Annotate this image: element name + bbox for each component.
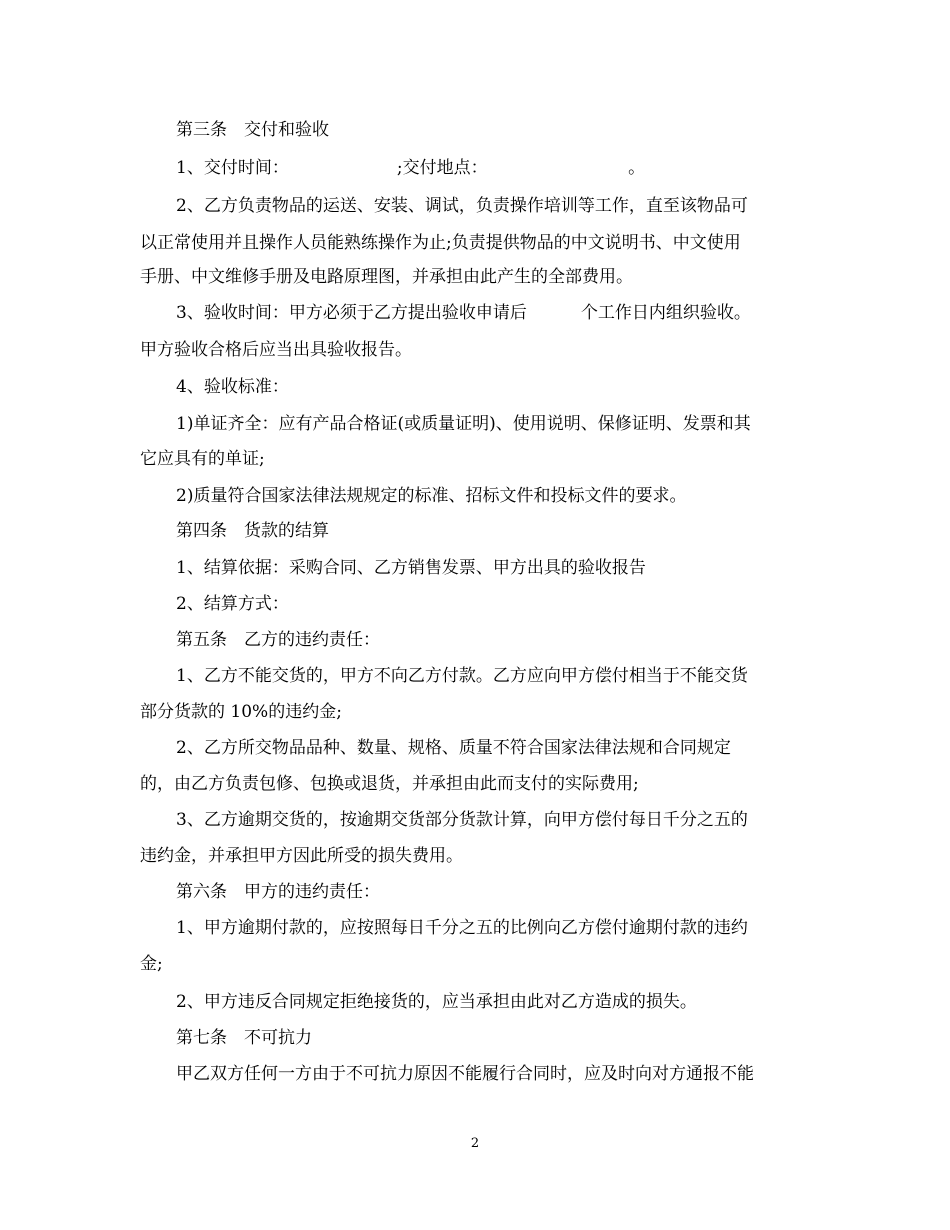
article-7-heading: 第七条 不可抗力 xyxy=(176,1028,312,1048)
paragraph-line: 的，由乙方负责包修、包换或退货，并承担由此而支付的实际费用; xyxy=(140,774,639,794)
paragraph-line: 1、乙方不能交货的，甲方不向乙方付款。乙方应向甲方偿付相当于不能交货 xyxy=(176,666,748,686)
paragraph-line: 部分货款的 10%的违约金; xyxy=(140,702,342,722)
article-5-heading: 第五条 乙方的违约责任： xyxy=(176,630,380,650)
article-3-heading: 第三条 交付和验收 xyxy=(176,120,329,140)
delivery-time-place-line: 1、交付时间： ;交付地点： 。 xyxy=(176,158,646,178)
paragraph-line: 它应具有的单证; xyxy=(140,449,265,469)
paragraph-line: 甲乙双方任何一方由于不可抗力原因不能履行合同时，应及时向对方通报不能 xyxy=(176,1064,754,1084)
acceptance-time-line: 3、验收时间：甲方必须于乙方提出验收申请后 个工作日内组织验收。 xyxy=(176,303,751,323)
paragraph-line: 2、乙方负责物品的运送、安装、调试，负责操作培训等工作，直至该物品可 xyxy=(176,196,748,216)
page-number: 2 xyxy=(470,1136,480,1151)
paragraph-line: 2)质量符合国家法律法规规定的标准、招标文件和投标文件的要求。 xyxy=(176,486,687,506)
paragraph-line: 1)单证齐全：应有产品合格证(或质量证明)、使用说明、保修证明、发票和其 xyxy=(176,414,751,434)
article-4-heading: 第四条 货款的结算 xyxy=(176,521,329,541)
paragraph-line: 2、乙方所交物品品种、数量、规格、质量不符合国家法律法规和合同规定 xyxy=(176,738,731,758)
paragraph-line: 甲方验收合格后应当出具验收报告。 xyxy=(140,340,412,360)
acceptance-standard-line: 4、验收标准： xyxy=(176,377,289,397)
paragraph-line: 2、甲方违反合同规定拒绝接货的，应当承担由此对乙方造成的损失。 xyxy=(176,992,697,1012)
paragraph-line: 以正常使用并且操作人员能熟练操作为止;负责提供物品的中文说明书、中文使用 xyxy=(140,233,741,253)
paragraph-line: 1、结算依据：采购合同、乙方销售发票、甲方出具的验收报告 xyxy=(176,558,646,578)
paragraph-line: 金; xyxy=(140,954,163,974)
paragraph-line: 3、乙方逾期交货的，按逾期交货部分货款计算，向甲方偿付每日千分之五的 xyxy=(176,810,748,830)
paragraph-line: 手册、中文维修手册及电路原理图，并承担由此产生的全部费用。 xyxy=(140,267,633,287)
article-6-heading: 第六条 甲方的违约责任： xyxy=(176,882,380,902)
paragraph-line: 1、甲方逾期付款的，应按照每日千分之五的比例向乙方偿付逾期付款的违约 xyxy=(176,918,748,938)
paragraph-line: 违约金，并承担甲方因此所受的损失费用。 xyxy=(140,846,463,866)
paragraph-line: 2、结算方式： xyxy=(176,594,289,614)
